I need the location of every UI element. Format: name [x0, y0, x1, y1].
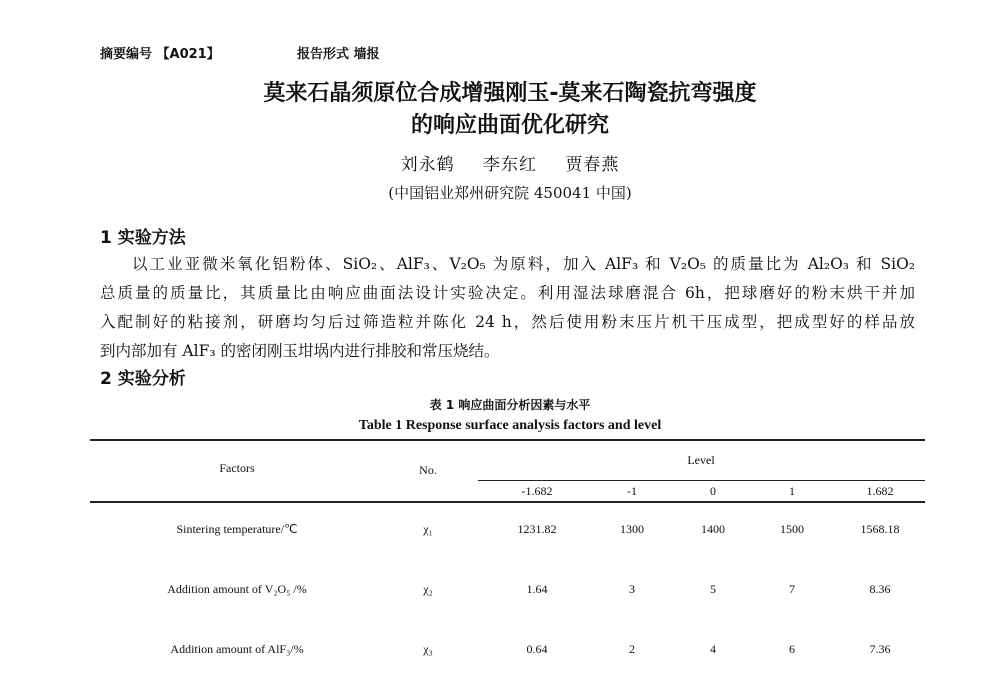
authors: 刘永鹤 李东红 贾春燕 [400, 155, 620, 175]
level-header: -1.682 [521, 484, 553, 498]
row-value: 1.64 [526, 582, 548, 596]
row-factor: Addition amount of AlF₃/% [170, 642, 304, 656]
level-header: 0 [710, 484, 716, 498]
row-symbol: χ₁ [423, 522, 433, 536]
paragraph-line: 入配制好的粘接剂，研磨均匀后过筛造粒并陈化 24 h，然后使用粉末压片机干压成型，把成型好的样品放 [100, 313, 915, 331]
row-value: 1400 [701, 522, 725, 536]
affiliation: (中国铝业郑州研究院 450041 中国) [388, 184, 632, 202]
level-header: 1 [789, 484, 795, 498]
row-value: 0.64 [526, 642, 548, 656]
header-no: No. [419, 463, 437, 477]
header-bottom-rule [90, 501, 925, 503]
report-form: 报告形式 墙报 [297, 47, 380, 62]
row-value: 2 [629, 642, 635, 656]
row-symbol: χ₂ [423, 582, 433, 596]
level-header: 1.682 [866, 484, 894, 498]
row-symbol: χ₃ [423, 642, 433, 656]
paragraph-line: 总质量的质量比，其质量比由响应曲面法设计实验决定。利用湿法球磨混合 6h，把球磨好的粉末烘干并加 [100, 284, 915, 302]
paragraph-line: 以工业亚微米氧化铝粉体、SiO₂、AlF₃、V₂O₅ 为原料，加入 AlF₃ 和 V₂O₅ 的质量比为 Al₂O₃ 和 SiO₂ [132, 255, 915, 273]
row-value: 5 [710, 582, 716, 596]
paper-title-line1: 莫来石晶须原位合成增强刚玉-莫来石陶瓷抗弯强度 [263, 81, 757, 106]
paragraph-line: 到内部加有 AlF₃ 的密闭刚玉坩埚内进行排胶和常压烧结。 [100, 342, 500, 360]
level-rule [478, 480, 925, 481]
row-value: 3 [629, 582, 635, 596]
row-factor: Sintering temperature/℃ [176, 522, 298, 536]
header-level: Level [687, 453, 715, 467]
table-caption-en: Table 1 Response surface analysis factors and level [358, 418, 662, 433]
row-value: 1231.82 [517, 522, 557, 536]
table-top-rule [90, 439, 925, 441]
section-2-heading: 2 实验分析 [100, 369, 186, 389]
row-value: 7 [789, 582, 795, 596]
row-factor: Addition amount of V₂O₅ /% [167, 582, 307, 596]
header-factors: Factors [219, 461, 255, 475]
table-caption-cn: 表 1 响应曲面分析因素与水平 [429, 398, 591, 412]
row-value: 7.36 [869, 642, 891, 656]
paper-title-line2: 的响应曲面优化研究 [410, 113, 609, 138]
row-value: 8.36 [869, 582, 891, 596]
abstract-number: 摘要编号 【A021】 [100, 47, 220, 62]
row-value: 1500 [780, 522, 804, 536]
row-value: 1300 [620, 522, 644, 536]
level-header: -1 [627, 484, 637, 498]
section-1-paragraph [100, 250, 915, 366]
section-1-heading: 1 实验方法 [100, 228, 186, 248]
row-value: 6 [789, 642, 795, 656]
row-value: 4 [710, 642, 716, 656]
row-value: 1568.18 [860, 522, 900, 536]
